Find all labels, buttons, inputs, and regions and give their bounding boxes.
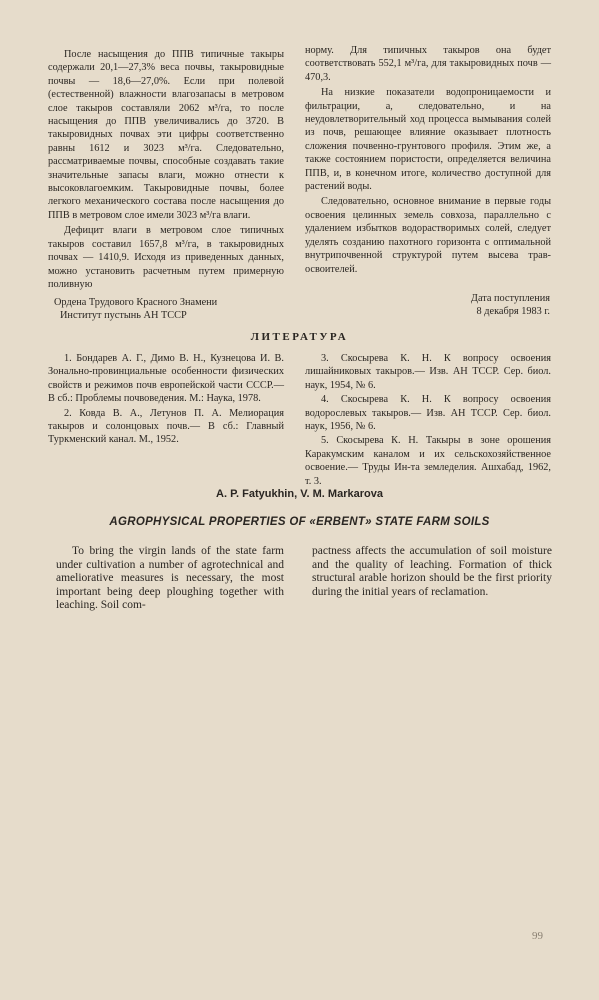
article-column-left [48, 48, 284, 291]
references-column-left [48, 352, 284, 447]
references-column-right [305, 352, 551, 488]
reference-item: 2. Ковда В. А., Летунов П. А. Мелиорация такыров и солонцовых почв.— В сб.: Главный Туркменский канал. М., 1952. [48, 407, 284, 446]
literature-heading: ЛИТЕРАТУРА [250, 331, 349, 343]
paragraph-permeability: На низкие показатели водопроницаемости и фильтрации, а, следовательно, и на неудовлетворительный ход процесса вымывания солей из почв, решающее влияние оказывает плотность сложения почвенно-грунтового профиля. Этим же, а также состоянием пористости, определяется величина ППВ, и, в конечном итоге, количество доступной для растений воды. [305, 87, 551, 193]
received-date [410, 292, 550, 318]
reference-item: 4. Скосырева К. Н. К вопросу освоения водорослевых такыров.— Изв. АН ТССР. Сер. биол. наук, 1956, № 6. [305, 394, 551, 433]
summary-column-right [312, 545, 552, 599]
summary-title: AGROPHYSICAL PROPERTIES OF «ERBENT» STATE FARM SOILS [109, 516, 490, 528]
paragraph-conclusion: Следовательно, основное внимание в первые годы освоения целинных земель совхоза, параллельно с удалением избытков водорастворимых солей, следует уделять созданию пахотного горизонта с оптимальной внутрипочвенной структурой путем высева трав-освоителей. [305, 196, 551, 275]
paragraph-moisture-deficit: Дефицит влаги в метровом слое типичных такыров составил 1657,8 м³/га, в такыровидных почвах — 1410,9. Исходя из приведенных данных, можно установить расчетным путем примерную поливную [48, 225, 284, 290]
institution-line-2: Институт пустынь АН ТССР [60, 310, 187, 321]
reference-item: 5. Скосырева К. Н. Такыры в зоне орошения Каракумским каналом и их сельскохозяйственное освоение.— Труды Ин-та земледелия. Ашхабад, 1962, т. 3. [305, 435, 551, 487]
reference-item: 1. Бондарев А. Г., Димо В. Н., Кузнецова И. В. Зонально-провинциальные особенности физических свойств и режимов почв европейской части СССР.— В сб.: Проблемы почвоведения. М.: Наука, 1978. [48, 353, 284, 405]
received-date-label: Дата поступления [470, 293, 550, 304]
summary-text-right: pactness affects the accumulation of soil moisture and the quality of leaching. Formation of thick structural arable horizon should be the first priority during the initial years of reclamation. [312, 545, 552, 598]
paragraph-saturation: После насыщения до ППВ типичные такыры содержали 20,1—27,3% веса почвы, такыровидные почвы — 18,6—27,0%. Если при полевой (естественной) влажности влагозапасы в метровом слое такыров составляли 2062 м³/га, то после насыщения до ППВ увеличивались до 3720. В такыровидных почвах эти цифры соответственно равны 1612 и 3023 м³/га. Следовательно, рассматриваемые почвы, способные создавать такие значительные запасы влаги, можно отнести к высоковлагоемким. Такыровидные почвы, более легкого механического состава после насыщения до ППВ в метровом слое имели 3023 м³/га влаги. [48, 49, 284, 221]
summary-authors: A. P. Fatyukhin, V. M. Markarova [216, 488, 383, 500]
article-column-right [305, 44, 551, 276]
reference-item: 3. Скосырева К. Н. К вопросу освоения лишайниковых такыров.— Изв. АН ТССР. Сер. биол. наук, 1954, № 6. [305, 353, 551, 391]
summary-text-left: To bring the virgin lands of the state farm under cultivation a number of agrotechnical and ameliorative measures is necessary, the most important being deep ploughing together with leaching. Soil com- [56, 545, 284, 612]
institution-signature [48, 296, 288, 322]
institution-line-1: Ордена Трудового Красного Знамени [54, 297, 218, 308]
received-date-value: 8 декабря 1983 г. [476, 306, 550, 317]
summary-column-left [56, 545, 284, 613]
page-number: 99 [532, 930, 543, 942]
paragraph-irrigation-norm: норму. Для типичных такыров она будет соответствовать 552,1 м³/га, для такыровидных почв — 470,3. [305, 45, 551, 83]
